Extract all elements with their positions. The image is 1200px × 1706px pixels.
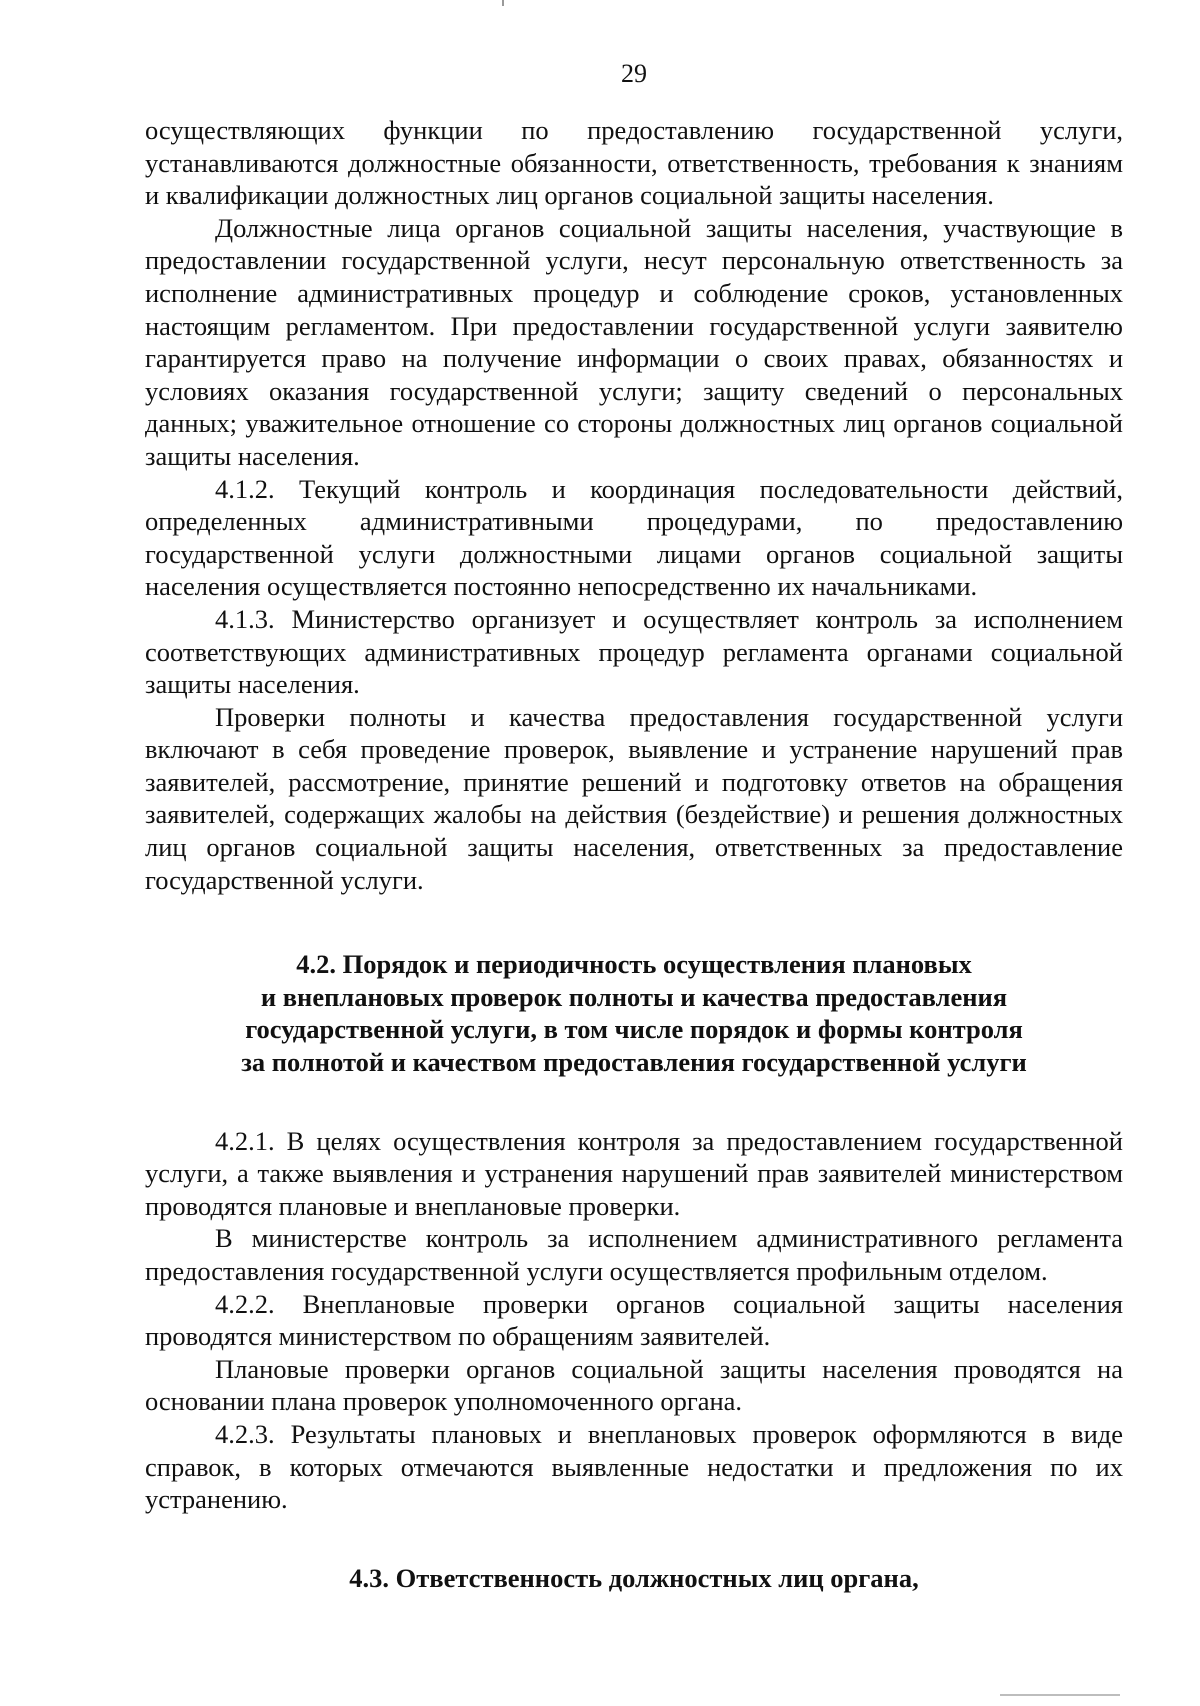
heading-line: 4.2. Порядок и периодичность осуществления плановых [296,949,972,980]
scan-artifact-top [502,0,504,6]
heading-line: и внеплановых проверок полноты и качества предоставления [260,981,1008,1012]
paragraph: 4.2.1. В целях осуществления контроля за предоставлением государственной услуги, а также выявления и устранения нарушений прав заявителей министерством проводятся плановые и внеплановые проверки. [145,1125,1123,1221]
document-page [145,0,1123,1706]
paragraph: Плановые проверки органов социальной защиты населения проводятся на основании плана проверок уполномоченного органа. [145,1353,1123,1417]
paragraph: 4.2.2. Внеплановые проверки органов социальной защиты населения проводятся министерством по обращениям заявителей. [145,1288,1123,1352]
scan-artifact-bottom-right [1000,1694,1120,1696]
paragraph: Проверки полноты и качества предоставления государственной услуги включают в себя проведение проверок, выявление и устранение нарушений прав заявителей, рассмотрение, принятие решений и подготовку ответов на обращения заявителей, содержащих жалобы на действия (бездействие) и решения должностных лиц органов социальной защиты населения, ответственных за предоставление государственной услуги. [145,701,1123,895]
paragraph: 4.1.3. Министерство организует и осуществляет контроль за исполнением соответствующих административных процедур регламента органами социальной защиты населения. [145,603,1123,700]
paragraph: В министерстве контроль за исполнением административного регламента предоставления государственной услуги осуществляется профильным отделом. [145,1223,1123,1286]
section-heading-4-3: 4.3. Ответственность должностных лиц органа, [349,1562,919,1593]
paragraph: осуществляющих функции по предоставлению государственной услуги, устанавливаются должностные обязанности, ответственность, требования к знаниям и квалификации должностных лиц органов социальной защиты населения. [145,115,1123,211]
document-body [145,114,1123,1594]
paragraph: Должностные лица органов социальной защиты населения, участвующие в предоставлении государственной услуги, несут персональную ответственность за исполнение административных процедур и соблюдение сроков, установленных настоящим регламентом. При предоставлении государственной услуги заявителю гарантируется право на получение информации о своих правах, обязанностях и условиях оказания государственной услуги; защиту сведений о персональных данных; уважительное отношение со стороны должностных лиц органов социальной защиты населения. [145,212,1123,471]
heading-line: за полнотой и качеством предоставления государственной услуги [241,1047,1027,1078]
paragraph: 4.2.3. Результаты плановых и внеплановых проверок оформляются в виде справок, в которых отмечаются выявленные недостатки и предложения по их устранению. [145,1418,1123,1515]
heading-line: государственной услуги, в том числе порядок и формы контроля [245,1014,1023,1045]
paragraph: 4.1.2. Текущий контроль и координация последовательности действий, определенных административными процедурами, по предоставлению государственной услуги должностными лицами органов социальной защиты населения осуществляется постоянно непосредственно их начальниками. [145,473,1123,602]
page-number: 29 [621,59,647,88]
section-heading-4-2 [145,948,1123,1078]
